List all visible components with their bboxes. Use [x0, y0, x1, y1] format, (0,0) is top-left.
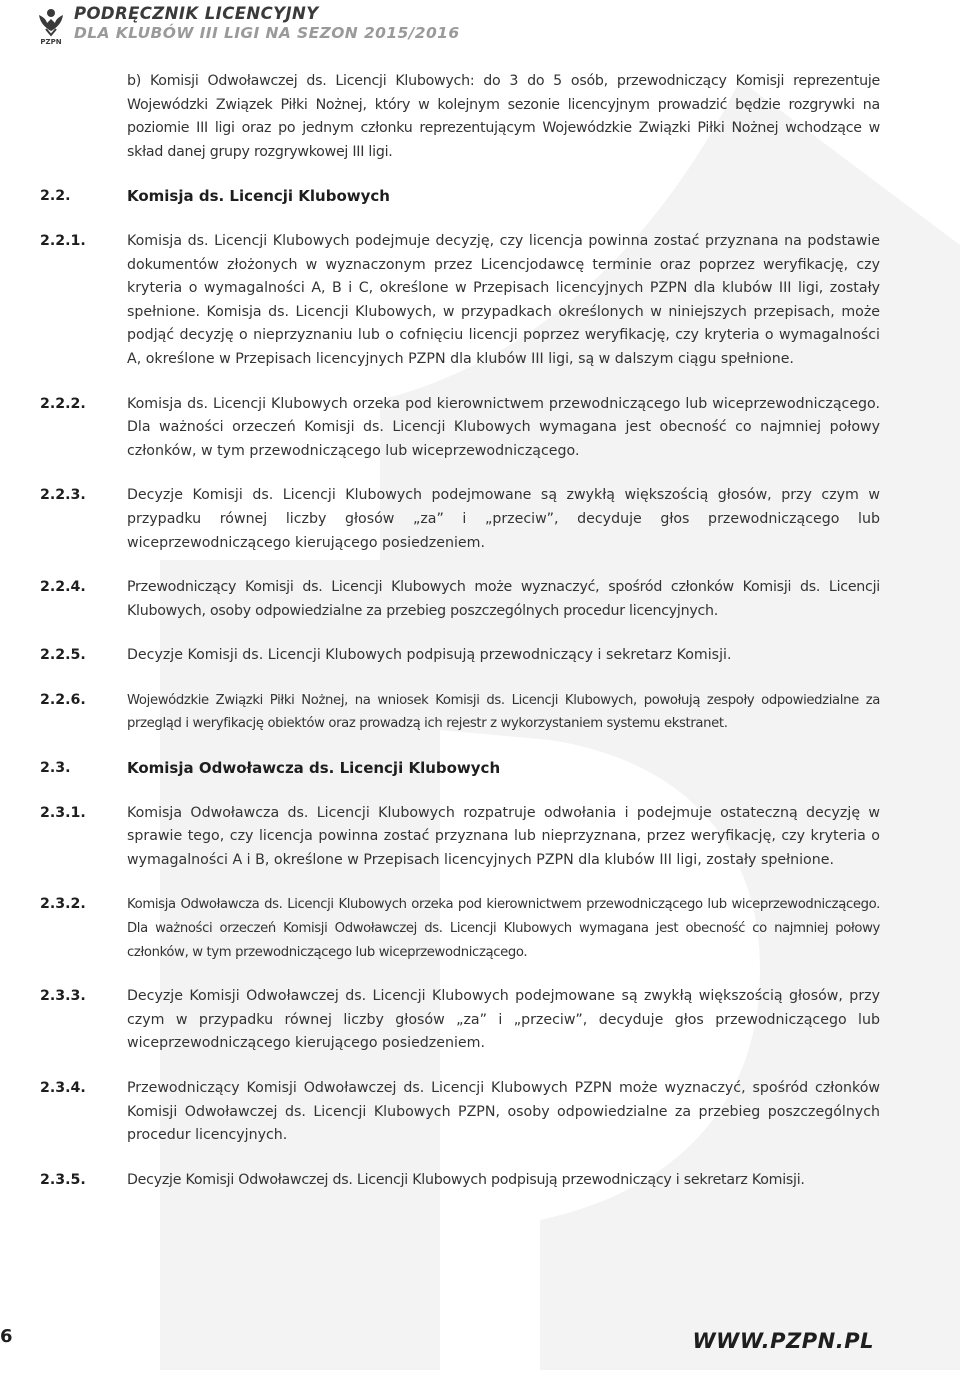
paragraph-2-3-2	[40, 893, 880, 964]
website-url: WWW.PZPN.PL	[692, 1329, 874, 1353]
paragraph-2-2-2	[40, 393, 880, 464]
document-body	[40, 70, 880, 1192]
paragraph-number: 2.3.5.	[40, 1171, 86, 1188]
paragraph-text: Decyzje Komisji Odwoławczej ds. Licencji Klubowych podpisują przewodniczący i sekretarz Komisji.	[127, 1171, 805, 1188]
paragraph-text: Decyzje Komisji ds. Licencji Klubowych podpisują przewodniczący i sekretarz Komisji.	[127, 647, 732, 664]
paragraph-number: 2.2.1.	[40, 232, 86, 249]
paragraph-number: 2.3.4.	[40, 1080, 86, 1096]
paragraph-number: 2.3.2.	[40, 896, 86, 913]
paragraph-text: Decyzje Komisji ds. Licencji Klubowych podejmowane są zwykłą większością głosów, przy czym w przypadku równej liczby głosów „za” i „przeciw”, decyduje głos przewodniczącego lub wiceprzewodniczącego kierującego posiedzeniem.	[127, 487, 880, 551]
publication-title: PODRĘCZNIK LICENCYJNY	[74, 4, 319, 23]
section-heading-2-3	[40, 757, 880, 781]
paragraph-text: Komisja Odwoławcza ds. Licencji Klubowych rozpatruje odwołania i podejmuje ostateczną decyzję w sprawie tego, czy licencja powinna zostać przyznana lub nieprzyznana, przez weryfikację, czy kryteria o wymagalności A i B, określone w Przepisach licencyjnych PZPN dla klubów III ligi, zostały spełnione.	[127, 804, 880, 868]
page-number: 6	[0, 1326, 13, 1347]
paragraph-number: 2.2.3.	[40, 487, 86, 504]
paragraph-2-2-6	[40, 689, 880, 736]
svg-text:PZPN: PZPN	[40, 38, 62, 45]
intro-paragraph: b) Komisji Odwoławczej ds. Licencji Klubowych: do 3 do 5 osób, przewodniczący Komisji reprezentuje Wojewódzki Związek Piłki Nożnej, który w kolejnym sezonie licencyjnym prowadzić będzie rozgrywki na poziomie III ligi oraz po jednym członku reprezentującym Wojewódzkie Związki Piłki Nożnej wchodzące w skład danej grupy rozgrywkowej III ligi.	[127, 73, 880, 160]
paragraph-2-2-5	[40, 644, 880, 668]
section-heading-2-2	[40, 185, 880, 209]
publication-subtitle: DLA KLUBÓW III LIGI NA SEZON 2015/2016	[74, 24, 460, 42]
paragraph-text: Przewodniczący Komisji Odwoławczej ds. Licencji Klubowych PZPN może wyznaczyć, spośród członków Komisji Odwoławczej ds. Licencji Klubowych PZPN, osoby odpowiedzialne za przebieg poszczególnych procedur licencyjnych.	[127, 1080, 880, 1144]
paragraph-number: 2.3.3.	[40, 988, 86, 1005]
paragraph-number: 2.2.5.	[40, 647, 86, 664]
paragraph-number: 2.3.1.	[40, 804, 86, 821]
paragraph-2-2-1	[40, 230, 880, 372]
paragraph-number: 2.2.6.	[40, 691, 86, 708]
paragraph-text: Komisja ds. Licencji Klubowych podejmuje decyzję, czy licencja powinna zostać przyznana na podstawie dokumentów złożonych w wyznaczonym przez Licencjodawcę terminie oraz poprzez weryfikację, czy kryteria o wymagalności A, B i C, określone w Przepisach licencyjnych PZPN dla klubów III ligi, zostały spełnione. Komisja ds. Licencji Klubowych, w przypadkach określonych w niniejszych przepisach, może podjąć decyzję o nieprzyznaniu lub o cofnięciu licencji poprzez weryfikację, czy kryteria o wymagalności A, określone w Przepisach licencyjnych PZPN dla klubów III ligi, są w dalszym ciągu spełnione.	[127, 232, 880, 367]
pzpn-eagle-logo-icon	[36, 5, 66, 45]
paragraph-text: Wojewódzkie Związki Piłki Nożnej, na wniosek Komisji ds. Licencji Klubowych, powołują zespoły odpowiedzialne za przegląd i weryfikację obiektów oraz prowadzą ich rejestr z wykorzystaniem systemu ekstranet.	[127, 692, 880, 732]
paragraph-2-3-3	[40, 985, 880, 1056]
paragraph-2-3-1	[40, 802, 880, 873]
section-number: 2.3.	[40, 760, 71, 777]
section-number: 2.2.	[40, 188, 71, 205]
paragraph-number: 2.2.2.	[40, 395, 86, 412]
section-title: Komisja ds. Licencji Klubowych	[127, 187, 390, 206]
paragraph-text: Komisja Odwoławcza ds. Licencji Klubowych orzeka pod kierownictwem przewodniczącego lub wiceprzewodniczącego. Dla ważności orzeczeń Komisji Odwoławczej ds. Licencji Klubowych wymagana jest obecność co najmniej połowy członków, w tym przewodniczącego lub wiceprzewodniczącego.	[127, 897, 880, 960]
page-header	[0, 0, 960, 50]
paragraph-text: Decyzje Komisji Odwoławczej ds. Licencji Klubowych podejmowane są zwykłą większością głosów, przy czym w przypadku równej liczby głosów „za” i „przeciw”, decyduje głos przewodniczącego lub wiceprzewodniczącego kierującego posiedzeniem.	[127, 988, 880, 1052]
section-title: Komisja Odwoławcza ds. Licencji Klubowych	[127, 759, 501, 778]
paragraph-text: Przewodniczący Komisji ds. Licencji Klubowych może wyznaczyć, spośród członków Komisji ds. Licencji Klubowych, osoby odpowiedzialne za przebieg poszczególnych procedur licencyjnych.	[127, 579, 880, 619]
paragraph-2-3-5	[40, 1169, 880, 1193]
paragraph-text: Komisja ds. Licencji Klubowych orzeka pod kierownictwem przewodniczącego lub wiceprzewodniczącego. Dla ważności orzeczeń Komisji ds. Licencji Klubowych wymagana jest obecność co najmniej połowy członków, w tym przewodniczącego lub wiceprzewodniczącego.	[127, 395, 880, 459]
paragraph-2-2-4	[40, 576, 880, 623]
paragraph-2-3-4	[40, 1077, 880, 1148]
paragraph-2-2-3	[40, 484, 880, 555]
paragraph-number: 2.2.4.	[40, 579, 86, 596]
